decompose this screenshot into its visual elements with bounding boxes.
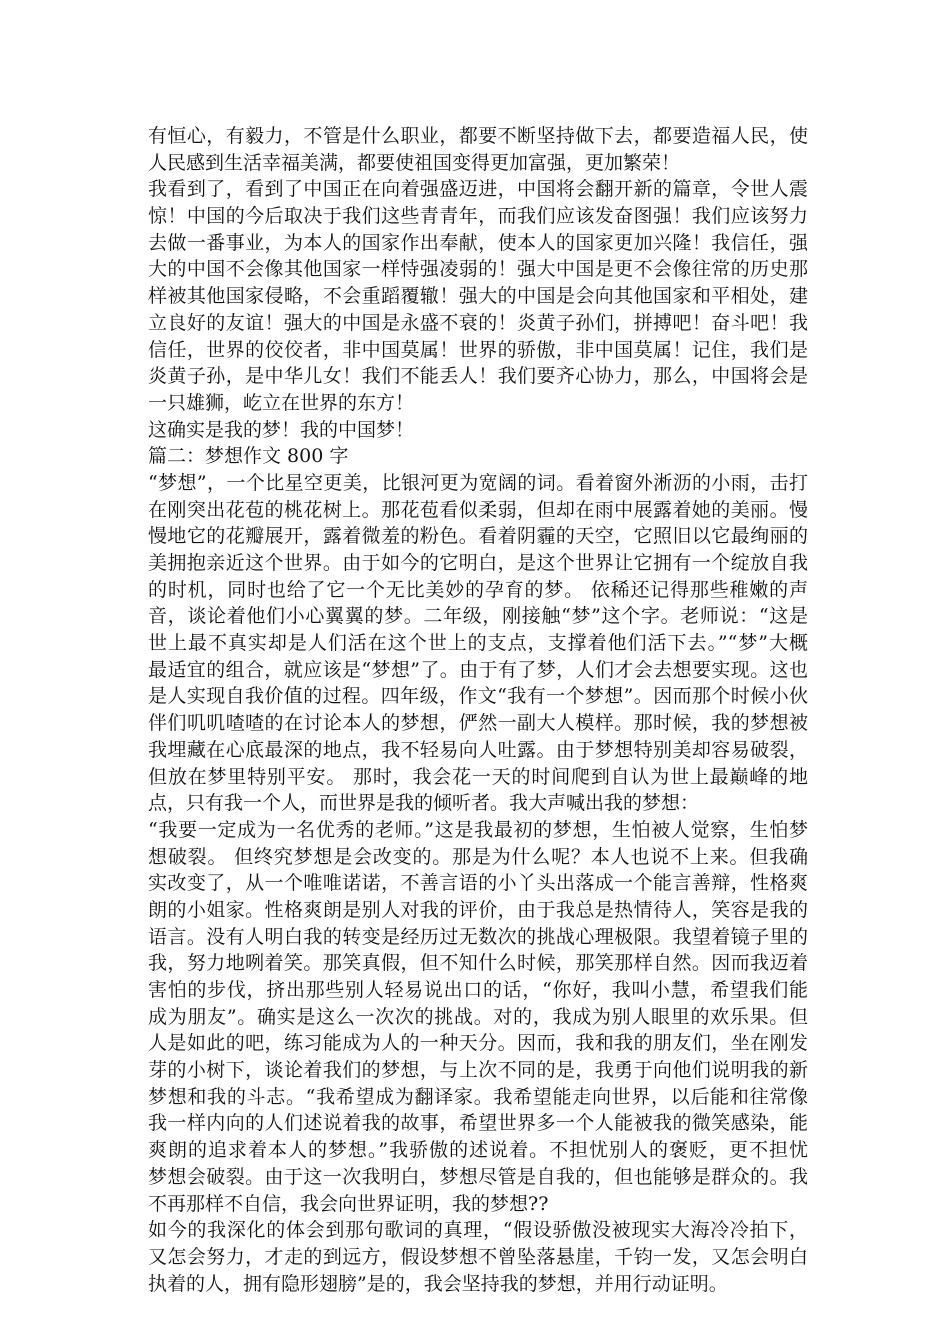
text-line: 最适宜的组合，就应该是“梦想”了。由于有了梦，人们才会去想要实现。这也 bbox=[148, 658, 808, 681]
text-line: 是人实现自我价值的过程。四年级，作文“我有一个梦想”。因而那个时候小伙 bbox=[148, 685, 808, 708]
text-line: 我埋藏在心底最深的地点，我不轻易向人吐露。由于梦想特别美却容易破裂， bbox=[148, 738, 808, 761]
text-line: 有恒心，有毅力，不管是什么职业，都要不断坚持做下去，都要造福人民，使 bbox=[148, 125, 808, 147]
text-line: 朗的小姐家。性格爽朗是别人对我的评价，由于我总是热情待人，笑容是我的 bbox=[148, 898, 808, 921]
text-line: 这确实是我的梦！我的中国梦！ bbox=[148, 418, 415, 441]
text-line: 慢地它的花瓣展开，露着微羞的粉色。看着阴霾的天空，它照旧以它最绚丽的 bbox=[148, 525, 808, 548]
text-line: 语言。没有人明白我的转变是经历过无数次的挑战心理极限。我望着镜子里的 bbox=[148, 925, 808, 948]
text-line: 成为朋友”。确实是这么一次次的挑战。对的，我成为别人眼里的欢乐果。但 bbox=[148, 1005, 808, 1028]
text-line: 美拥抱亲近这个世界。由于如今的它明白，是这个世界让它拥有一个绽放自我 bbox=[148, 552, 808, 574]
text-line: 点，只有我一个人，而世界是我的倾听者。我大声喊出我的梦想： bbox=[148, 792, 700, 815]
text-line: “我要一定成为一名优秀的老师。”这是我最初的梦想，生怕被人觉察，生怕梦 bbox=[148, 818, 808, 841]
text-line: 如今的我深化的体会到那句歌词的真理，“假设骄傲没被现实大海冷冷拍下， bbox=[148, 1219, 808, 1242]
text-line: 去做一番事业，为本人的国家作出奉献，使本人的国家更加兴隆！我信任，强 bbox=[148, 231, 808, 254]
text-line: 样被其他国家侵略，不会重蹈覆辙！强大的中国是会向其他国家和平相处，建 bbox=[148, 285, 808, 308]
text-line: “梦想”，一个比星空更美，比银河更为宽阔的词。看着窗外淅沥的小雨，击打 bbox=[148, 471, 808, 494]
text-line: 音，谈论着他们小心翼翼的梦。二年级，刚接触“梦”这个字。老师说：“这是 bbox=[148, 605, 808, 628]
text-line: 梦想会破裂。由于这一次我明白，梦想尽管是自我的，但也能够是群众的。我 bbox=[148, 1165, 808, 1188]
text-line: 实改变了，从一个唯唯诺诺，不善言语的小丫头出落成一个能言善辩，性格爽 bbox=[148, 872, 808, 895]
text-line: 世上最不真实却是人们活在这个世上的支点，支撑着他们活下去。”“梦”大概 bbox=[148, 632, 808, 655]
text-line: 我，努力地咧着笑。那笑真假，但不知什么时候，那笑那样自然。因而我迈着 bbox=[148, 952, 808, 975]
text-line: 又怎会努力，才走的到远方，假设梦想不曾坠落悬崖，千钧一发，又怎会明白 bbox=[148, 1245, 808, 1268]
text-line: 惊！中国的今后取决于我们这些青青年，而我们应该发奋图强！我们应该努力 bbox=[148, 205, 808, 228]
text-line: 我一样内向的人们述说着我的故事，希望世界多一个人能被我的微笑感染，能 bbox=[148, 1112, 808, 1135]
text-line: 但放在梦里特别平安。 那时，我会花一天的时间爬到自认为世上最巅峰的地 bbox=[148, 765, 808, 788]
text-line: 炎黄子孙，是中华儿女！我们不能丢人！我们要齐心协力，那么，中国将会是 bbox=[148, 365, 808, 388]
document-page bbox=[148, 123, 808, 1297]
text-line: 不再那样不自信，我会向世界证明，我的梦想?? bbox=[148, 1192, 549, 1215]
text-line: 爽朗的追求着本人的梦想。”我骄傲的述说着。不担忧别人的褒贬，更不担忧 bbox=[148, 1139, 808, 1162]
text-line: 害怕的步伐，挤出那些别人轻易说出口的话，“你好，我叫小慧，希望我们能 bbox=[148, 979, 808, 1001]
text-line: 人是如此的吧，练习能成为人的一种天分。因而，我和我的朋友们，坐在刚发 bbox=[148, 1032, 808, 1055]
text-line: 我看到了，看到了中国正在向着强盛迈进，中国将会翻开新的篇章，令世人震 bbox=[148, 178, 808, 201]
text-line: 信任，世界的佼佼者，非中国莫属！世界的骄傲，非中国莫属！记住，我们是 bbox=[148, 338, 808, 361]
text-line: 在刚突出花苞的桃花树上。那花苞看似柔弱，但却在雨中展露着她的美丽。慢 bbox=[148, 498, 808, 521]
text-line: 篇二：梦想作文 800 字 bbox=[148, 445, 349, 468]
text-line: 芽的小树下，谈论着我们的梦想，与上次不同的是，我勇于向他们说明我的新 bbox=[148, 1059, 808, 1082]
text-line: 人民感到生活幸福美满，都要使祖国变得更加富强，更加繁荣！ bbox=[148, 151, 681, 174]
text-line: 一只雄狮，屹立在世界的东方！ bbox=[148, 391, 415, 414]
text-line: 立良好的友谊！强大的中国是永盛不衰的！炎黄子孙们，拼搏吧！奋斗吧！我 bbox=[148, 311, 808, 334]
text-line: 想破裂。 但终究梦想是会改变的。那是为什么呢？本人也说不上来。但我确 bbox=[148, 845, 808, 868]
text-line: 的时机，同时也给了它一个无比美妙的孕育的梦。 依稀还记得那些稚嫩的声 bbox=[148, 578, 808, 601]
text-line: 执着的人，拥有隐形翅膀”是的，我会坚持我的梦想，并用行动证明。 bbox=[148, 1272, 728, 1295]
text-line: 大的中国不会像其他国家一样恃强凌弱的！强大中国是更不会像往常的历史那 bbox=[148, 258, 808, 281]
text-line: 梦想和我的斗志。“我希望成为翻译家。我希望能走向世界，以后能和往常像 bbox=[148, 1085, 808, 1108]
text-line: 伴们叽叽喳喳的在讨论本人的梦想，俨然一副大人模样。那时候，我的梦想被 bbox=[148, 712, 808, 735]
